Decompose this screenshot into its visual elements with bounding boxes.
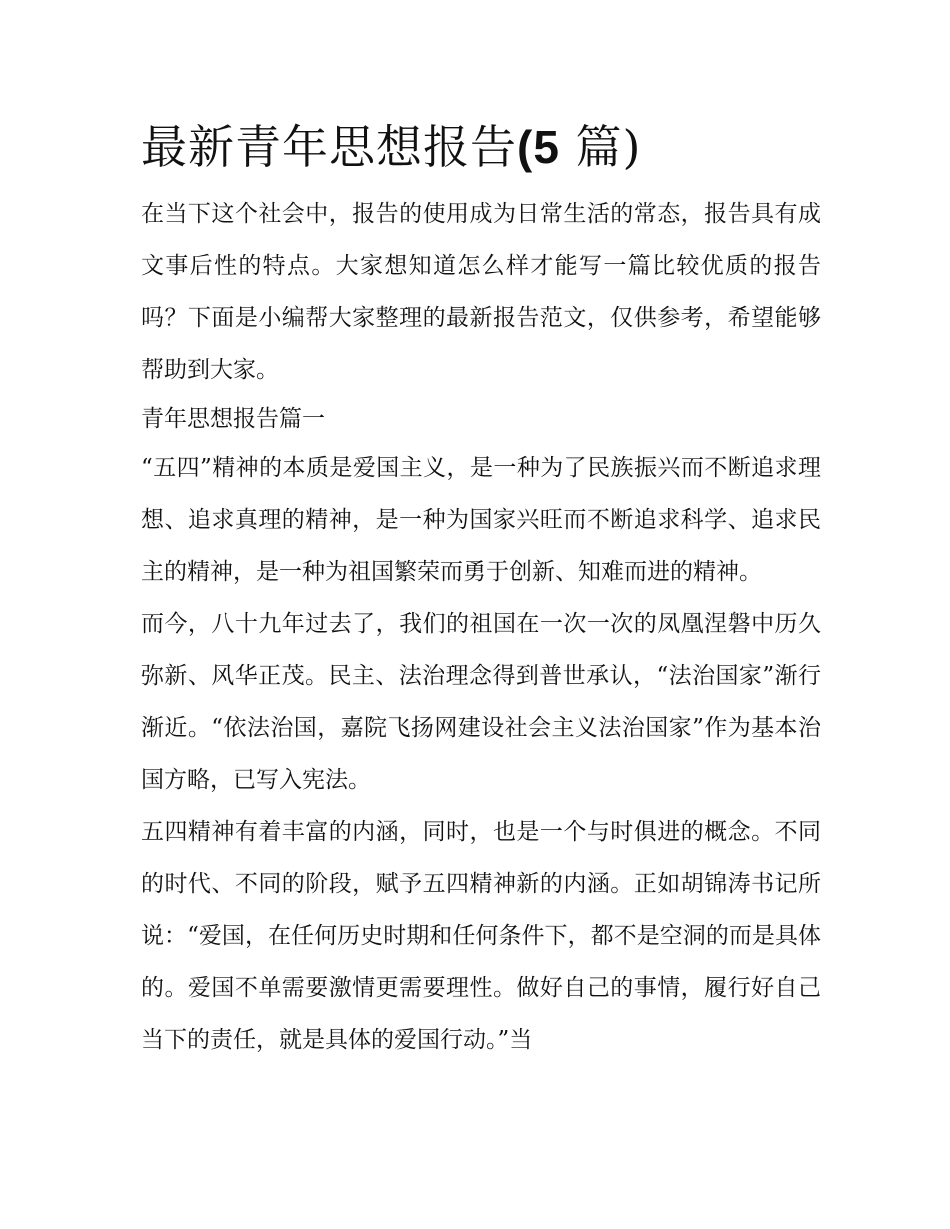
title-paren-open: ( <box>517 121 534 173</box>
title-suffix: 篇) <box>559 120 642 174</box>
body-paragraph: 五四精神有着丰富的内涵，同时，也是一个与时俱进的概念。不同的时代、不同的阶段，赋予五四精神新的内涵。正如胡锦涛书记所说：“爱国，在任何历史时期和任何条件下，都不是空洞的而是具体的。爱国不单需要激情更需要理性。做好自己的事情，履行好自己当下的责任，就是具体的爱国行动。”当 <box>141 819 821 1053</box>
body-paragraph: 而今，八十九年过去了，我们的祖国在一次一次的凤凰涅磐中历久弥新、风华正茂。民主、法治理念得到普世承认，“法治国家”渐行渐近。“依法治国，嘉院飞扬网建设社会主义法治国家”作为基本治国方略，已写入宪法。 <box>141 611 821 793</box>
section-heading: 青年思想报告篇一 <box>141 406 325 432</box>
document-body <box>141 112 821 1066</box>
intro-paragraph: 在当下这个社会中，报告的使用成为日常生活的常态，报告具有成文事后性的特点。大家想知道怎么样才能写一篇比较优质的报告吗？下面是小编帮大家整理的最新报告范文，仅供参考，希望能够帮助到大家。 <box>141 201 821 383</box>
document-title <box>141 112 821 182</box>
body-paragraph: “五四”精神的本质是爱国主义，是一种为了民族振兴而不断追求理想、追求真理的精神，是一种为国家兴旺而不断追求科学、追求民主的精神，是一种为祖国繁荣而勇于创新、知难而进的精神。 <box>141 455 821 585</box>
title-text: 最新青年思想报告 <box>141 120 517 174</box>
title-count: 5 <box>533 121 560 173</box>
